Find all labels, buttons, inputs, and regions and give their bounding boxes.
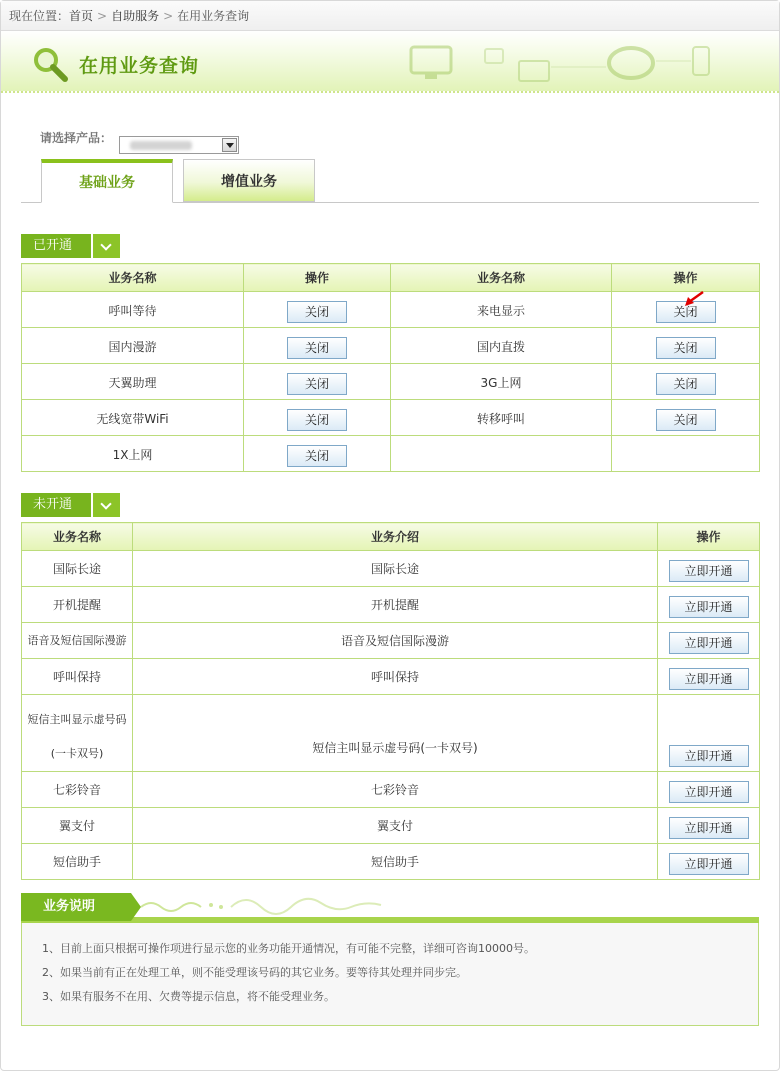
notes-header — [21, 893, 759, 923]
table-row — [22, 844, 760, 880]
table-row — [22, 587, 760, 623]
service-name: 翼支付 — [22, 808, 133, 844]
column-header: 操作 — [244, 264, 391, 292]
service-description: 呼叫保持 — [133, 659, 658, 695]
activate-button[interactable]: 立即开通 — [669, 745, 749, 767]
table-row — [22, 695, 760, 772]
tab-basic[interactable]: 基础业务 — [41, 159, 173, 203]
page-title: 在用业务查询 — [79, 55, 200, 77]
service-name: 七彩铃音 — [22, 772, 133, 808]
service-name: 3G上网 — [391, 364, 612, 400]
table-header-row — [22, 523, 760, 551]
breadcrumb-current: 在用业务查询 — [177, 9, 250, 23]
action-cell — [658, 659, 760, 695]
red-arrow-icon — [683, 290, 705, 308]
action-cell — [658, 623, 760, 659]
close-button[interactable]: 关闭 — [656, 337, 716, 359]
service-name: 转移呼叫 — [391, 400, 612, 436]
service-name — [22, 695, 133, 772]
table-row — [22, 659, 760, 695]
notes-body — [21, 923, 759, 1026]
action-cell — [244, 364, 391, 400]
service-name: 呼叫等待 — [22, 292, 244, 328]
close-button[interactable]: 关闭 — [656, 373, 716, 395]
service-description: 七彩铃音 — [133, 772, 658, 808]
table-row — [22, 292, 760, 328]
action-cell — [244, 400, 391, 436]
table-row — [22, 400, 760, 436]
table-row — [22, 436, 760, 472]
column-header: 业务名称 — [22, 264, 244, 292]
action-cell — [658, 772, 760, 808]
not-opened-services-table — [21, 522, 760, 880]
breadcrumb — [1, 1, 779, 31]
close-button[interactable]: 关闭 — [287, 373, 347, 395]
service-name: 来电显示 — [391, 292, 612, 328]
action-cell — [612, 364, 760, 400]
column-header: 业务名称 — [391, 264, 612, 292]
action-cell — [658, 695, 760, 772]
service-name: 无线宽带WiFi — [22, 400, 244, 436]
table-row — [22, 364, 760, 400]
close-button[interactable]: 关闭 — [287, 409, 347, 431]
chevron-right-icon: > — [97, 9, 108, 23]
action-cell — [244, 292, 391, 328]
note-item: 2、如果当前有正在处理工单，则不能受理该号码的其它业务。要等待其处理并同步完。 — [42, 966, 467, 979]
service-description: 短信主叫显示虚号码(一卡双号) — [133, 695, 658, 772]
service-name: 国内漫游 — [22, 328, 244, 364]
service-description: 语音及短信国际漫游 — [133, 623, 658, 659]
table-row — [22, 551, 760, 587]
note-item: 1、目前上面只根据可操作项进行显示您的业务功能开通情况，有可能不完整，详细可咨询10000号。 — [42, 942, 535, 955]
breadcrumb-parent-link[interactable]: 自助服务 — [111, 9, 160, 23]
service-name: 呼叫保持 — [22, 659, 133, 695]
service-name: 1X上网 — [22, 436, 244, 472]
service-name: 短信助手 — [22, 844, 133, 880]
chevron-down-icon[interactable] — [92, 234, 120, 258]
product-label: 请选择产品： — [40, 131, 113, 145]
service-name-line1: 短信主叫显示虚号码 — [27, 713, 127, 726]
action-cell — [658, 551, 760, 587]
service-name: 天翼助理 — [22, 364, 244, 400]
service-description: 翼支付 — [133, 808, 658, 844]
close-button[interactable]: 关闭 — [287, 301, 347, 323]
breadcrumb-home-link[interactable]: 首页 — [69, 9, 94, 23]
chevron-down-icon[interactable] — [222, 138, 237, 152]
product-select[interactable] — [119, 136, 239, 154]
action-cell — [658, 808, 760, 844]
action-cell — [658, 844, 760, 880]
column-header: 操作 — [658, 523, 760, 551]
action-cell — [612, 400, 760, 436]
service-description: 开机提醒 — [133, 587, 658, 623]
chevron-down-icon[interactable] — [92, 493, 120, 517]
activate-button[interactable]: 立即开通 — [669, 853, 749, 875]
action-cell — [658, 587, 760, 623]
action-cell — [244, 436, 391, 472]
service-name: 开机提醒 — [22, 587, 133, 623]
service-name: 国内直拨 — [391, 328, 612, 364]
column-header: 操作 — [612, 264, 760, 292]
column-header: 业务名称 — [22, 523, 133, 551]
service-name: 语音及短信国际漫游 — [22, 623, 133, 659]
activate-button[interactable]: 立即开通 — [669, 781, 749, 803]
activate-button[interactable]: 立即开通 — [669, 668, 749, 690]
empty-cell — [612, 436, 760, 472]
action-cell — [612, 328, 760, 364]
tab-value-added[interactable]: 增值业务 — [183, 159, 315, 202]
notes-title: 业务说明 — [21, 893, 131, 921]
service-name-line2: (一卡双号) — [50, 747, 104, 760]
table-header-row — [22, 264, 760, 292]
table-row — [22, 623, 760, 659]
opened-services-table — [21, 263, 760, 472]
activate-button[interactable]: 立即开通 — [669, 632, 749, 654]
close-button[interactable]: 关闭 — [287, 337, 347, 359]
devices-decoration-icon — [401, 39, 731, 89]
not-opened-section-title: 未开通 — [21, 493, 91, 517]
page-header — [1, 31, 779, 93]
action-cell — [244, 328, 391, 364]
service-description: 国际长途 — [133, 551, 658, 587]
table-row — [22, 772, 760, 808]
service-name — [391, 436, 612, 472]
close-button[interactable]: 关闭 — [287, 445, 347, 467]
product-value-redacted — [130, 141, 192, 150]
wave-decoration-icon — [131, 893, 391, 919]
note-item: 3、如果有服务不在用、欠费等提示信息，将不能受理业务。 — [42, 990, 335, 1003]
close-button[interactable]: 关闭 — [656, 409, 716, 431]
close-button[interactable]: 关闭 — [656, 301, 716, 323]
column-header: 业务介绍 — [133, 523, 658, 551]
opened-section-label[interactable] — [21, 234, 120, 258]
table-row — [22, 328, 760, 364]
chevron-right-icon: > — [163, 9, 174, 23]
table-row — [22, 808, 760, 844]
activate-button[interactable]: 立即开通 — [669, 596, 749, 618]
activate-button[interactable]: 立即开通 — [669, 817, 749, 839]
service-description: 短信助手 — [133, 844, 658, 880]
opened-section-title: 已开通 — [21, 234, 91, 258]
magnifier-icon — [31, 45, 71, 85]
service-name: 国际长途 — [22, 551, 133, 587]
breadcrumb-prefix: 现在位置： — [9, 9, 70, 23]
activate-button[interactable]: 立即开通 — [669, 560, 749, 582]
not-opened-section-label[interactable] — [21, 493, 120, 517]
